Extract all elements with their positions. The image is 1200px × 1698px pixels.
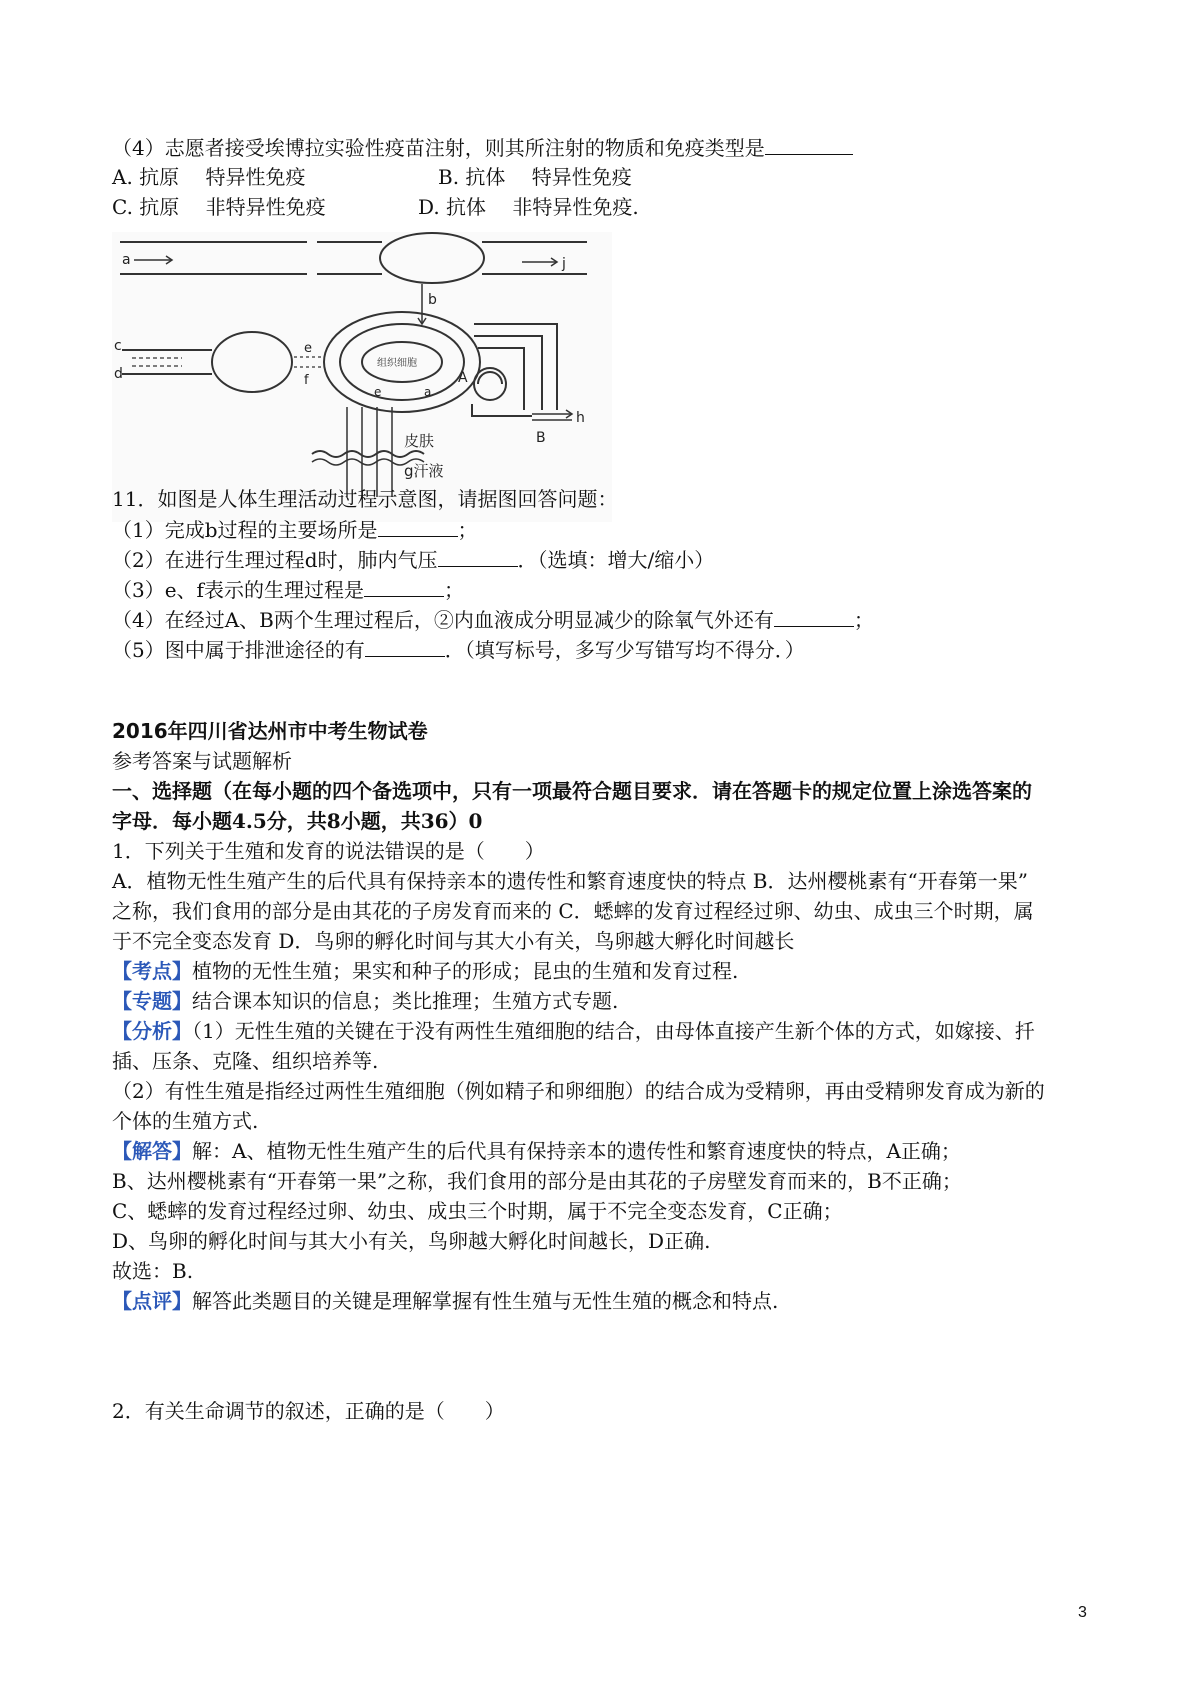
label-c-left: c: [114, 338, 122, 354]
answer-blank: [365, 634, 445, 657]
q11-part5: （5）图中属于排泄途径的有 ．（填写标号，多写少写错写均不得分．）: [112, 634, 1102, 665]
zhuanti-tag: 【专题】: [112, 989, 192, 1013]
q11-stem: 11．如图是人体生理活动过程示意图，请据图回答问题：: [112, 487, 618, 511]
label-e-mid: e: [304, 341, 312, 356]
q11-part2: （2）在进行生理过程d时，肺内气压 ．（选填：增大/缩小）: [112, 544, 1102, 575]
fenxi-row: 【分析】（1）无性生殖的关键在于没有两性生殖细胞的结合，由母体直接产生新个体的方式，如嫁接、扦: [112, 1019, 1035, 1043]
q1-options-line1: A．植物无性生殖产生的后代具有保持亲本的遗传性和繁育速度快的特点 B．达州樱桃素有“开春第一果”: [112, 869, 1028, 893]
section-heading-line1: 一、选择题（在每小题的四个备选项中，只有一项最符合题目要求．请在答题卡的规定位置上涂选答案的: [112, 779, 1032, 803]
label-e-bottom: e: [374, 385, 382, 399]
q11-part3: （3）e、f表示的生理过程是 ；: [112, 574, 1102, 605]
label-a: a: [122, 252, 131, 268]
jieda-tag: 【解答】: [112, 1139, 192, 1163]
answer-blank: [774, 604, 854, 627]
dianping-row: 【点评】解答此类题目的关键是理解掌握有性生殖与无性生殖的概念和特点.: [112, 1289, 779, 1313]
label-f-mid: f: [304, 373, 309, 388]
label-b: b: [428, 292, 437, 308]
q1-options-line2: 之称，我们食用的部分是由其花的子房发育而来的 C．蟋蟀的发育过程经过卵、幼虫、成虫三个时期，属: [112, 899, 1034, 923]
q10-option-b: B. 抗体 特异性免疫: [438, 165, 632, 189]
q10-option-a: A. 抗原 特异性免疫: [112, 165, 306, 189]
label-sweat: g汗液: [404, 462, 444, 480]
q11-part1: （1）完成b过程的主要场所是 ；: [112, 514, 1102, 545]
q10-option-d: D. 抗体 非特异性免疫.: [418, 195, 639, 219]
fenxi-tag: 【分析】: [112, 1019, 192, 1043]
jieda-line3: C、蟋蟀的发育过程经过卵、幼虫、成虫三个时期，属于不完全变态发育，C正确；: [112, 1199, 843, 1223]
label-A: A: [458, 370, 468, 386]
label-cell: 组织细胞: [377, 358, 417, 369]
answer-blank: [378, 514, 458, 537]
answers-subtitle: 参考答案与试题解析: [112, 749, 292, 773]
fenxi-line2: 插、压条、克隆、组织培养等.: [112, 1049, 379, 1073]
label-skin: 皮肤: [404, 432, 435, 450]
q1-options-line3: 于不完全变态发育 D．鸟卵的孵化时间与其大小有关，鸟卵越大孵化时间越长: [112, 929, 795, 953]
answer-choice: 故选：B.: [112, 1259, 194, 1283]
q10-part4: （4）志愿者接受埃博拉实验性疫苗注射，则其所注射的物质和免疫类型是: [112, 132, 1102, 163]
page-number: 3: [1078, 1604, 1087, 1621]
answer-blank: [765, 132, 853, 155]
answers-title: 2016年四川省达州市中考生物试卷: [112, 719, 428, 743]
label-h: h: [576, 410, 585, 426]
q11-part4: （4）在经过A、B两个生理过程后，②内血液成分明显减少的除氧气外还有 ；: [112, 604, 1102, 635]
physiology-diagram: [112, 232, 612, 522]
q1-stem: 1．下列关于生殖和发育的说法错误的是（ ）: [112, 839, 545, 863]
label-j: j: [562, 256, 566, 272]
fenxi-line4: 个体的生殖方式.: [112, 1109, 259, 1133]
fenxi-line3: （2）有性生殖是指经过两性生殖细胞（例如精子和卵细胞）的结合成为受精卵，再由受精卵发育成为新的: [112, 1079, 1045, 1103]
kaodian-tag: 【考点】: [112, 959, 192, 983]
answer-blank: [364, 574, 444, 597]
jieda-row: 【解答】解：A、植物无性生殖产生的后代具有保持亲本的遗传性和繁育速度快的特点，A正确；: [112, 1139, 961, 1163]
q10-option-c: C. 抗原 非特异性免疫: [112, 195, 326, 219]
label-d-left: d: [114, 366, 123, 382]
label-B: B: [536, 430, 546, 446]
answer-blank: [438, 544, 518, 567]
kaodian-row: 【考点】植物的无性生殖；果实和种子的形成；昆虫的生殖和发育过程.: [112, 959, 739, 983]
q2-stem: 2．有关生命调节的叙述，正确的是（ ）: [112, 1399, 505, 1423]
jieda-line4: D、鸟卵的孵化时间与其大小有关，鸟卵越大孵化时间越长，D正确.: [112, 1229, 711, 1253]
zhuanti-row: 【专题】结合课本知识的信息；类比推理；生殖方式专题.: [112, 989, 619, 1013]
section-heading-line2: 字母．每小题4.5分，共8小题，共36）0: [112, 809, 483, 833]
jieda-line2: B、达州樱桃素有“开春第一果”之称，我们食用的部分是由其花的子房壁发育而来的，B不正确；: [112, 1169, 962, 1193]
dianping-tag: 【点评】: [112, 1289, 192, 1313]
label-a-bottom: a: [424, 385, 432, 399]
